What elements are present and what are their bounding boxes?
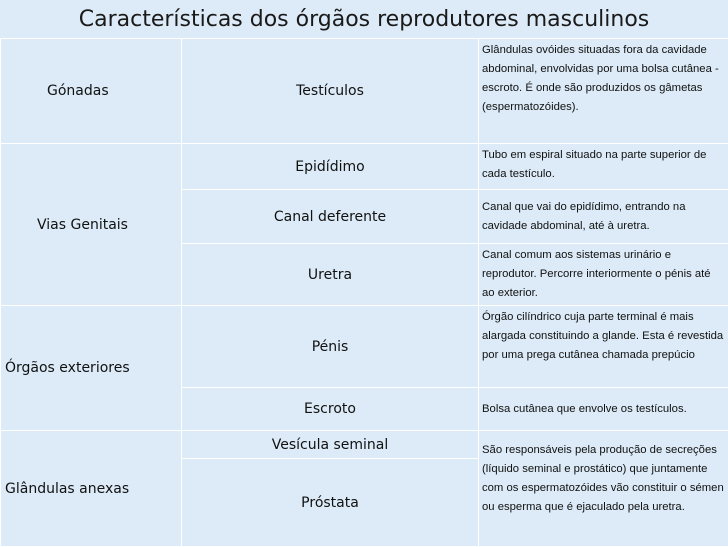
description-uretra: Canal comum aos sistemas urinário e reprodutor. Percorre interiormente o pénis até ao exterior.: [479, 244, 728, 306]
category-vias-genitais: Vias Genitais: [1, 144, 182, 306]
organ-vesicula-seminal: Vesícula seminal: [182, 431, 479, 459]
organ-penis: Pénis: [182, 306, 479, 388]
page-title: Características dos órgãos reprodutores masculinos: [0, 0, 728, 38]
description-canal-deferente: Canal que vai do epidídimo, entrando na cavidade abdominal, até à uretra.: [479, 190, 728, 244]
description-epididimo: Tubo em espiral situado na parte superior de cada testículo.: [479, 144, 728, 190]
reproductive-organs-table: [0, 38, 728, 547]
organ-testiculos: Testículos: [182, 39, 479, 144]
description-penis: Órgão cilíndrico cuja parte terminal é mais alargada constituindo a glande. Esta é revestida por uma prega cutânea chamada prepúcio: [479, 306, 728, 388]
description-glandulas-anexas: São responsáveis pela produção de secreções (líquido seminal e prostático) que juntamente com os espermatozóides vão constituir o sémen ou esperma que é ejaculado pela uretra.: [479, 431, 728, 547]
category-glandulas-anexas: Glândulas anexas: [1, 431, 182, 547]
category-gonadas: Gónadas: [1, 39, 182, 144]
description-testiculos: Glândulas ovóides situadas fora da cavidade abdominal, envolvidas por uma bolsa cutânea - escroto. É onde são produzidos os gâmetas (espermatozóides).: [479, 39, 728, 144]
organ-canal-deferente: Canal deferente: [182, 190, 479, 244]
description-escroto: Bolsa cutânea que envolve os testículos.: [479, 388, 728, 431]
category-orgaos-exteriores: Órgãos exteriores: [1, 306, 182, 431]
organ-epididimo: Epidídimo: [182, 144, 479, 190]
organ-prostata: Próstata: [182, 459, 479, 547]
organ-escroto: Escroto: [182, 388, 479, 431]
organ-uretra: Uretra: [182, 244, 479, 306]
